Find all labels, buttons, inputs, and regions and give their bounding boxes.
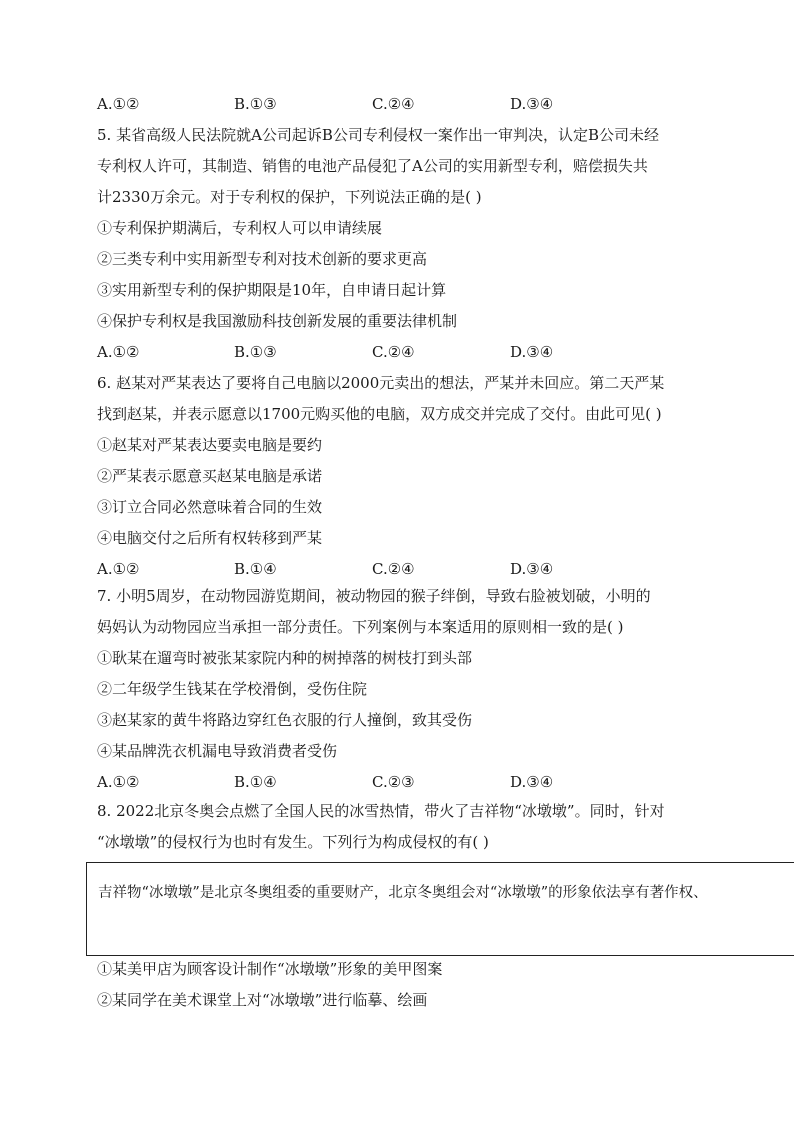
q7-stem-line-2: 妈妈认为动物园应当承担一部分责任。下列案例与本案适用的原则相一致的是( ) <box>97 618 624 636</box>
q7-option-b[interactable]: B.①④ <box>234 773 277 791</box>
q6-item-2: ②严某表示愿意买赵某电脑是承诺 <box>97 467 323 485</box>
q5-item-4: ④保护专利权是我国激励科技创新发展的重要法律机制 <box>97 312 458 330</box>
q5-option-a[interactable]: A.①② <box>97 343 140 361</box>
q5-item-3: ③实用新型专利的保护期限是10年，自申请日起计算 <box>97 281 447 299</box>
q6-option-d[interactable]: D.③④ <box>510 560 554 578</box>
q5-item-1: ①专利保护期满后，专利权人可以申请续展 <box>97 219 383 237</box>
q6-item-3: ③订立合同必然意味着合同的生效 <box>97 498 323 516</box>
q5-stem-line-2: 专利权人许可，其制造、销售的电池产品侵犯了A公司的实用新型专利，赔偿损失共 <box>97 157 648 175</box>
q6-option-a[interactable]: A.①② <box>97 560 140 578</box>
q5-option-b[interactable]: B.①③ <box>234 343 277 361</box>
q7-option-a[interactable]: A.①② <box>97 773 140 791</box>
q7-item-4: ④某品牌洗衣机漏电导致消费者受伤 <box>97 742 338 760</box>
q8-material-text: 吉祥物“冰墩墩”是北京冬奥组委的重要财产，北京冬奥组会对“冰墩墩”的形象依法享有著作权、 <box>98 885 708 901</box>
q6-stem-line-2: 找到赵某，并表示愿意以1700元购买他的电脑，双方成交并完成了交付。由此可见( ) <box>97 405 662 423</box>
q8-item-1: ①某美甲店为顾客设计制作“冰墩墩”形象的美甲图案 <box>97 960 443 978</box>
q7-item-1: ①耿某在遛弯时被张某家院内种的树掉落的树枝打到头部 <box>97 649 473 667</box>
q8-item-2: ②某同学在美术课堂上对“冰墩墩”进行临摹、绘画 <box>97 991 428 1009</box>
q6-item-4: ④电脑交付之后所有权转移到严某 <box>97 529 323 547</box>
q4-option-a[interactable]: A.①② <box>97 95 140 113</box>
q5-option-c[interactable]: C.②④ <box>372 343 415 361</box>
q5-item-2: ②三类专利中实用新型专利对技术创新的要求更高 <box>97 250 428 268</box>
q4-option-b[interactable]: B.①③ <box>234 95 277 113</box>
q7-option-c[interactable]: C.②③ <box>372 773 415 791</box>
q7-stem-line-1: 7. 小明5周岁，在动物园游览期间，被动物园的猴子绊倒，导致右脸被划破，小明的 <box>97 587 651 605</box>
q6-option-b[interactable]: B.①④ <box>234 560 277 578</box>
q5-option-d[interactable]: D.③④ <box>510 343 554 361</box>
q8-stem-line-2: “冰墩墩”的侵权行为也时有发生。下列行为构成侵权的有( ) <box>97 833 489 851</box>
q6-stem-line-1: 6. 赵某对严某表达了要将自己电脑以2000元卖出的想法，严某并未回应。第二天严某 <box>97 374 665 392</box>
q7-item-3: ③赵某家的黄牛将路边穿红色衣服的行人撞倒，致其受伤 <box>97 711 473 729</box>
q4-option-d[interactable]: D.③④ <box>510 95 554 113</box>
q8-stem-line-1: 8. 2022北京冬奥会点燃了全国人民的冰雪热情，带火了吉祥物“冰墩墩”。同时，针对 <box>97 802 665 820</box>
q4-option-c[interactable]: C.②④ <box>372 95 415 113</box>
q5-stem-line-1: 5. 某省高级人民法院就A公司起诉B公司专利侵权一案作出一审判决，认定B公司未经 <box>97 126 659 144</box>
q6-option-c[interactable]: C.②④ <box>372 560 415 578</box>
q7-option-d[interactable]: D.③④ <box>510 773 554 791</box>
q7-item-2: ②二年级学生钱某在学校滑倒，受伤住院 <box>97 680 368 698</box>
q5-stem-line-3: 计2330万余元。对于专利权的保护，下列说法正确的是( ) <box>97 188 482 206</box>
q6-item-1: ①赵某对严某表达要卖电脑是要约 <box>97 436 323 454</box>
q8-material-box <box>86 862 794 956</box>
